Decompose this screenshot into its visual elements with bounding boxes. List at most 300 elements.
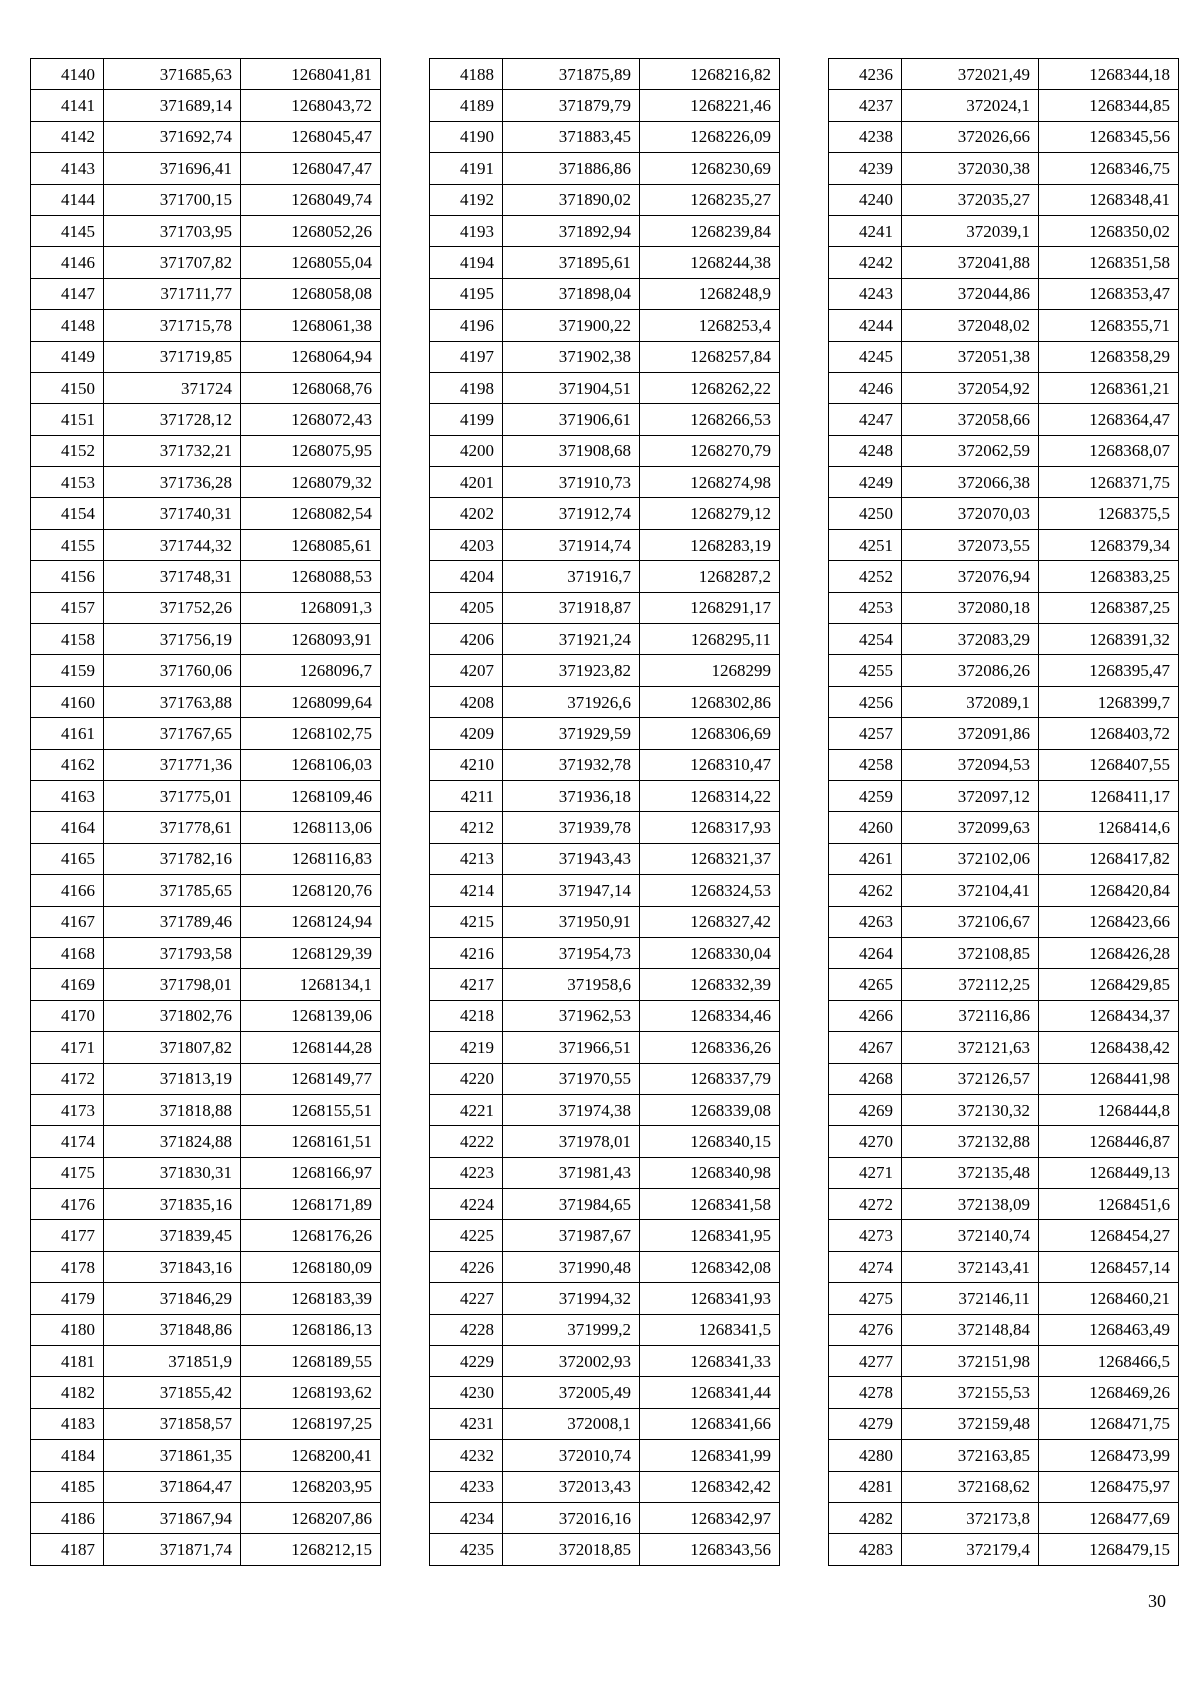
table-row xyxy=(31,404,381,435)
point-number-cell: 4267 xyxy=(829,1032,902,1063)
point-number-cell: 4269 xyxy=(829,1094,902,1125)
x-coordinate-cell: 372121,63 xyxy=(902,1032,1039,1063)
point-number-cell: 4189 xyxy=(430,90,503,121)
x-coordinate-cell: 371900,22 xyxy=(503,310,640,341)
x-coordinate-cell: 371990,48 xyxy=(503,1251,640,1282)
point-number-cell: 4232 xyxy=(430,1440,503,1471)
x-coordinate-cell: 371908,68 xyxy=(503,435,640,466)
table-row xyxy=(430,875,780,906)
table-row xyxy=(829,843,1179,874)
table-row xyxy=(31,1094,381,1125)
y-coordinate-cell: 1268391,32 xyxy=(1039,624,1179,655)
point-number-cell: 4174 xyxy=(31,1126,104,1157)
x-coordinate-cell: 372048,02 xyxy=(902,310,1039,341)
table-row xyxy=(31,780,381,811)
x-coordinate-cell: 371970,55 xyxy=(503,1063,640,1094)
table-row xyxy=(430,937,780,968)
point-number-cell: 4211 xyxy=(430,780,503,811)
y-coordinate-cell: 1268279,12 xyxy=(640,498,780,529)
y-coordinate-cell: 1268441,98 xyxy=(1039,1063,1179,1094)
table-row xyxy=(31,875,381,906)
table-row xyxy=(829,561,1179,592)
y-coordinate-cell: 1268075,95 xyxy=(241,435,381,466)
y-coordinate-cell: 1268061,38 xyxy=(241,310,381,341)
point-number-cell: 4164 xyxy=(31,812,104,843)
table-row xyxy=(31,1471,381,1502)
y-coordinate-cell: 1268355,71 xyxy=(1039,310,1179,341)
point-number-cell: 4239 xyxy=(829,153,902,184)
point-number-cell: 4220 xyxy=(430,1063,503,1094)
table-row xyxy=(829,1032,1179,1063)
y-coordinate-cell: 1268193,62 xyxy=(241,1377,381,1408)
table-row xyxy=(430,1346,780,1377)
table-row xyxy=(829,1220,1179,1251)
table-row xyxy=(430,780,780,811)
table-row xyxy=(430,467,780,498)
table-row xyxy=(430,310,780,341)
table-row xyxy=(430,561,780,592)
point-number-cell: 4273 xyxy=(829,1220,902,1251)
point-number-cell: 4260 xyxy=(829,812,902,843)
x-coordinate-cell: 371947,14 xyxy=(503,875,640,906)
y-coordinate-cell: 1268226,09 xyxy=(640,121,780,152)
table-row xyxy=(829,1408,1179,1439)
table-row xyxy=(31,1408,381,1439)
x-coordinate-cell: 371689,14 xyxy=(104,90,241,121)
point-number-cell: 4171 xyxy=(31,1032,104,1063)
y-coordinate-cell: 1268341,99 xyxy=(640,1440,780,1471)
y-coordinate-cell: 1268332,39 xyxy=(640,969,780,1000)
table-row xyxy=(430,686,780,717)
y-coordinate-cell: 1268248,9 xyxy=(640,278,780,309)
x-coordinate-cell: 371778,61 xyxy=(104,812,241,843)
table-row xyxy=(430,1063,780,1094)
x-coordinate-cell: 371918,87 xyxy=(503,592,640,623)
point-number-cell: 4243 xyxy=(829,278,902,309)
y-coordinate-cell: 1268183,39 xyxy=(241,1283,381,1314)
table-row xyxy=(829,1189,1179,1220)
point-number-cell: 4283 xyxy=(829,1534,902,1565)
point-number-cell: 4212 xyxy=(430,812,503,843)
table-row xyxy=(31,59,381,90)
table-row xyxy=(829,121,1179,152)
y-coordinate-cell: 1268438,42 xyxy=(1039,1032,1179,1063)
table-row xyxy=(31,1346,381,1377)
table-row xyxy=(829,1094,1179,1125)
y-coordinate-cell: 1268207,86 xyxy=(241,1502,381,1533)
x-coordinate-cell: 372104,41 xyxy=(902,875,1039,906)
x-coordinate-cell: 372173,8 xyxy=(902,1502,1039,1533)
table-row xyxy=(829,184,1179,215)
point-number-cell: 4181 xyxy=(31,1346,104,1377)
table-row xyxy=(31,1126,381,1157)
x-coordinate-cell: 371748,31 xyxy=(104,561,241,592)
x-coordinate-cell: 371789,46 xyxy=(104,906,241,937)
x-coordinate-cell: 371883,45 xyxy=(503,121,640,152)
x-coordinate-cell: 372062,59 xyxy=(902,435,1039,466)
x-coordinate-cell: 372097,12 xyxy=(902,780,1039,811)
x-coordinate-cell: 371728,12 xyxy=(104,404,241,435)
table-row xyxy=(829,592,1179,623)
x-coordinate-cell: 372086,26 xyxy=(902,655,1039,686)
point-number-cell: 4179 xyxy=(31,1283,104,1314)
y-coordinate-cell: 1268099,64 xyxy=(241,686,381,717)
x-coordinate-cell: 371906,61 xyxy=(503,404,640,435)
x-coordinate-cell: 371711,77 xyxy=(104,278,241,309)
x-coordinate-cell: 371895,61 xyxy=(503,247,640,278)
x-coordinate-cell: 371807,82 xyxy=(104,1032,241,1063)
table-row xyxy=(31,310,381,341)
x-coordinate-cell: 371981,43 xyxy=(503,1157,640,1188)
y-coordinate-cell: 1268124,94 xyxy=(241,906,381,937)
point-number-cell: 4226 xyxy=(430,1251,503,1282)
point-number-cell: 4279 xyxy=(829,1408,902,1439)
point-number-cell: 4186 xyxy=(31,1502,104,1533)
table-row xyxy=(430,278,780,309)
y-coordinate-cell: 1268321,37 xyxy=(640,843,780,874)
table-row xyxy=(430,153,780,184)
y-coordinate-cell: 1268475,97 xyxy=(1039,1471,1179,1502)
y-coordinate-cell: 1268302,86 xyxy=(640,686,780,717)
table-row xyxy=(829,1314,1179,1345)
point-number-cell: 4199 xyxy=(430,404,503,435)
y-coordinate-cell: 1268203,95 xyxy=(241,1471,381,1502)
table-row xyxy=(430,1377,780,1408)
point-number-cell: 4197 xyxy=(430,341,503,372)
x-coordinate-cell: 371974,38 xyxy=(503,1094,640,1125)
y-coordinate-cell: 1268291,17 xyxy=(640,592,780,623)
x-coordinate-cell: 372140,74 xyxy=(902,1220,1039,1251)
y-coordinate-cell: 1268113,06 xyxy=(241,812,381,843)
table-row xyxy=(31,561,381,592)
y-coordinate-cell: 1268444,8 xyxy=(1039,1094,1179,1125)
y-coordinate-cell: 1268420,84 xyxy=(1039,875,1179,906)
point-number-cell: 4165 xyxy=(31,843,104,874)
point-number-cell: 4258 xyxy=(829,749,902,780)
x-coordinate-cell: 372116,86 xyxy=(902,1000,1039,1031)
point-number-cell: 4148 xyxy=(31,310,104,341)
table-row xyxy=(430,624,780,655)
x-coordinate-cell: 371785,65 xyxy=(104,875,241,906)
x-coordinate-cell: 372073,55 xyxy=(902,529,1039,560)
x-coordinate-cell: 371954,73 xyxy=(503,937,640,968)
y-coordinate-cell: 1268082,54 xyxy=(241,498,381,529)
table-row xyxy=(829,624,1179,655)
table-row xyxy=(31,435,381,466)
point-number-cell: 4201 xyxy=(430,467,503,498)
point-number-cell: 4233 xyxy=(430,1471,503,1502)
point-number-cell: 4271 xyxy=(829,1157,902,1188)
y-coordinate-cell: 1268351,58 xyxy=(1039,247,1179,278)
x-coordinate-cell: 372135,48 xyxy=(902,1157,1039,1188)
table-row xyxy=(829,90,1179,121)
y-coordinate-cell: 1268266,53 xyxy=(640,404,780,435)
point-number-cell: 4231 xyxy=(430,1408,503,1439)
x-coordinate-cell: 372002,93 xyxy=(503,1346,640,1377)
x-coordinate-cell: 371752,26 xyxy=(104,592,241,623)
y-coordinate-cell: 1268120,76 xyxy=(241,875,381,906)
point-number-cell: 4184 xyxy=(31,1440,104,1471)
x-coordinate-cell: 371692,74 xyxy=(104,121,241,152)
x-coordinate-cell: 371782,16 xyxy=(104,843,241,874)
table-row xyxy=(430,498,780,529)
y-coordinate-cell: 1268244,38 xyxy=(640,247,780,278)
x-coordinate-cell: 371892,94 xyxy=(503,215,640,246)
table-row xyxy=(829,1377,1179,1408)
point-number-cell: 4140 xyxy=(31,59,104,90)
table-row xyxy=(31,686,381,717)
x-coordinate-cell: 372163,85 xyxy=(902,1440,1039,1471)
y-coordinate-cell: 1268449,13 xyxy=(1039,1157,1179,1188)
y-coordinate-cell: 1268176,26 xyxy=(241,1220,381,1251)
table-row xyxy=(31,1440,381,1471)
x-coordinate-cell: 371732,21 xyxy=(104,435,241,466)
table-row xyxy=(829,1502,1179,1533)
table-row xyxy=(430,906,780,937)
table-row xyxy=(829,1063,1179,1094)
point-number-cell: 4162 xyxy=(31,749,104,780)
point-number-cell: 4144 xyxy=(31,184,104,215)
y-coordinate-cell: 1268109,46 xyxy=(241,780,381,811)
point-number-cell: 4195 xyxy=(430,278,503,309)
point-number-cell: 4281 xyxy=(829,1471,902,1502)
x-coordinate-cell: 371910,73 xyxy=(503,467,640,498)
y-coordinate-cell: 1268336,26 xyxy=(640,1032,780,1063)
y-coordinate-cell: 1268166,97 xyxy=(241,1157,381,1188)
x-coordinate-cell: 371848,86 xyxy=(104,1314,241,1345)
y-coordinate-cell: 1268403,72 xyxy=(1039,718,1179,749)
table-row xyxy=(31,1283,381,1314)
y-coordinate-cell: 1268469,26 xyxy=(1039,1377,1179,1408)
y-coordinate-cell: 1268327,42 xyxy=(640,906,780,937)
point-number-cell: 4204 xyxy=(430,561,503,592)
y-coordinate-cell: 1268186,13 xyxy=(241,1314,381,1345)
point-number-cell: 4214 xyxy=(430,875,503,906)
table-row xyxy=(430,1283,780,1314)
point-number-cell: 4263 xyxy=(829,906,902,937)
point-number-cell: 4210 xyxy=(430,749,503,780)
point-number-cell: 4146 xyxy=(31,247,104,278)
x-coordinate-cell: 372080,18 xyxy=(902,592,1039,623)
y-coordinate-cell: 1268350,02 xyxy=(1039,215,1179,246)
table-row xyxy=(829,906,1179,937)
point-number-cell: 4218 xyxy=(430,1000,503,1031)
table-row xyxy=(31,1314,381,1345)
point-number-cell: 4142 xyxy=(31,121,104,152)
point-number-cell: 4245 xyxy=(829,341,902,372)
point-number-cell: 4222 xyxy=(430,1126,503,1157)
y-coordinate-cell: 1268096,7 xyxy=(241,655,381,686)
y-coordinate-cell: 1268353,47 xyxy=(1039,278,1179,309)
table-row xyxy=(31,1032,381,1063)
point-number-cell: 4152 xyxy=(31,435,104,466)
point-number-cell: 4244 xyxy=(829,310,902,341)
table-row xyxy=(829,278,1179,309)
x-coordinate-cell: 371724 xyxy=(104,372,241,403)
x-coordinate-cell: 371875,89 xyxy=(503,59,640,90)
coordinates-table-1 xyxy=(30,58,381,1566)
x-coordinate-cell: 371923,82 xyxy=(503,655,640,686)
point-number-cell: 4255 xyxy=(829,655,902,686)
y-coordinate-cell: 1268116,83 xyxy=(241,843,381,874)
table-row xyxy=(430,1502,780,1533)
x-coordinate-cell: 372026,66 xyxy=(902,121,1039,152)
table-row xyxy=(31,1377,381,1408)
y-coordinate-cell: 1268341,58 xyxy=(640,1189,780,1220)
y-coordinate-cell: 1268149,77 xyxy=(241,1063,381,1094)
x-coordinate-cell: 371921,24 xyxy=(503,624,640,655)
point-number-cell: 4219 xyxy=(430,1032,503,1063)
y-coordinate-cell: 1268340,15 xyxy=(640,1126,780,1157)
x-coordinate-cell: 371763,88 xyxy=(104,686,241,717)
table-row xyxy=(829,812,1179,843)
point-number-cell: 4161 xyxy=(31,718,104,749)
point-number-cell: 4192 xyxy=(430,184,503,215)
table-row xyxy=(829,1251,1179,1282)
y-coordinate-cell: 1268395,47 xyxy=(1039,655,1179,686)
point-number-cell: 4236 xyxy=(829,59,902,90)
y-coordinate-cell: 1268257,84 xyxy=(640,341,780,372)
y-coordinate-cell: 1268139,06 xyxy=(241,1000,381,1031)
table-row xyxy=(829,59,1179,90)
point-number-cell: 4188 xyxy=(430,59,503,90)
x-coordinate-cell: 372179,4 xyxy=(902,1534,1039,1565)
y-coordinate-cell: 1268295,11 xyxy=(640,624,780,655)
point-number-cell: 4257 xyxy=(829,718,902,749)
point-number-cell: 4167 xyxy=(31,906,104,937)
point-number-cell: 4223 xyxy=(430,1157,503,1188)
y-coordinate-cell: 1268064,94 xyxy=(241,341,381,372)
y-coordinate-cell: 1268155,51 xyxy=(241,1094,381,1125)
x-coordinate-cell: 372030,38 xyxy=(902,153,1039,184)
y-coordinate-cell: 1268330,04 xyxy=(640,937,780,968)
point-number-cell: 4272 xyxy=(829,1189,902,1220)
y-coordinate-cell: 1268093,91 xyxy=(241,624,381,655)
point-number-cell: 4170 xyxy=(31,1000,104,1031)
point-number-cell: 4265 xyxy=(829,969,902,1000)
x-coordinate-cell: 372126,57 xyxy=(902,1063,1039,1094)
point-number-cell: 4175 xyxy=(31,1157,104,1188)
y-coordinate-cell: 1268180,09 xyxy=(241,1251,381,1282)
point-number-cell: 4176 xyxy=(31,1189,104,1220)
x-coordinate-cell: 372106,67 xyxy=(902,906,1039,937)
point-number-cell: 4230 xyxy=(430,1377,503,1408)
point-number-cell: 4157 xyxy=(31,592,104,623)
y-coordinate-cell: 1268383,25 xyxy=(1039,561,1179,592)
table-row xyxy=(430,718,780,749)
table-row xyxy=(430,1220,780,1251)
table-row xyxy=(31,1251,381,1282)
y-coordinate-cell: 1268411,17 xyxy=(1039,780,1179,811)
x-coordinate-cell: 371719,85 xyxy=(104,341,241,372)
x-coordinate-cell: 371824,88 xyxy=(104,1126,241,1157)
x-coordinate-cell: 371904,51 xyxy=(503,372,640,403)
y-coordinate-cell: 1268287,2 xyxy=(640,561,780,592)
y-coordinate-cell: 1268189,55 xyxy=(241,1346,381,1377)
table-row xyxy=(31,278,381,309)
point-number-cell: 4259 xyxy=(829,780,902,811)
y-coordinate-cell: 1268055,04 xyxy=(241,247,381,278)
table-row xyxy=(31,1157,381,1188)
x-coordinate-cell: 371793,58 xyxy=(104,937,241,968)
y-coordinate-cell: 1268466,5 xyxy=(1039,1346,1179,1377)
y-coordinate-cell: 1268200,41 xyxy=(241,1440,381,1471)
point-number-cell: 4264 xyxy=(829,937,902,968)
point-number-cell: 4251 xyxy=(829,529,902,560)
table-row xyxy=(829,969,1179,1000)
y-coordinate-cell: 1268317,93 xyxy=(640,812,780,843)
x-coordinate-cell: 372146,11 xyxy=(902,1283,1039,1314)
point-number-cell: 4238 xyxy=(829,121,902,152)
x-coordinate-cell: 371898,04 xyxy=(503,278,640,309)
table-row xyxy=(430,59,780,90)
y-coordinate-cell: 1268079,32 xyxy=(241,467,381,498)
point-number-cell: 4253 xyxy=(829,592,902,623)
table-row xyxy=(31,1534,381,1565)
table-row xyxy=(31,1063,381,1094)
x-coordinate-cell: 371958,6 xyxy=(503,969,640,1000)
point-number-cell: 4237 xyxy=(829,90,902,121)
y-coordinate-cell: 1268348,41 xyxy=(1039,184,1179,215)
table-row xyxy=(31,121,381,152)
x-coordinate-cell: 371932,78 xyxy=(503,749,640,780)
y-coordinate-cell: 1268310,47 xyxy=(640,749,780,780)
x-coordinate-cell: 371744,32 xyxy=(104,529,241,560)
table-row xyxy=(430,372,780,403)
point-number-cell: 4246 xyxy=(829,372,902,403)
point-number-cell: 4217 xyxy=(430,969,503,1000)
y-coordinate-cell: 1268429,85 xyxy=(1039,969,1179,1000)
x-coordinate-cell: 372089,1 xyxy=(902,686,1039,717)
x-coordinate-cell: 372010,74 xyxy=(503,1440,640,1471)
y-coordinate-cell: 1268341,44 xyxy=(640,1377,780,1408)
x-coordinate-cell: 371890,02 xyxy=(503,184,640,215)
table-row xyxy=(31,843,381,874)
point-number-cell: 4242 xyxy=(829,247,902,278)
y-coordinate-cell: 1268426,28 xyxy=(1039,937,1179,968)
table-row xyxy=(430,215,780,246)
x-coordinate-cell: 371929,59 xyxy=(503,718,640,749)
point-number-cell: 4154 xyxy=(31,498,104,529)
table-row xyxy=(829,1440,1179,1471)
x-coordinate-cell: 372168,62 xyxy=(902,1471,1039,1502)
point-number-cell: 4278 xyxy=(829,1377,902,1408)
point-number-cell: 4206 xyxy=(430,624,503,655)
point-number-cell: 4150 xyxy=(31,372,104,403)
x-coordinate-cell: 372066,38 xyxy=(902,467,1039,498)
point-number-cell: 4166 xyxy=(31,875,104,906)
x-coordinate-cell: 371851,9 xyxy=(104,1346,241,1377)
table-row xyxy=(430,1534,780,1565)
x-coordinate-cell: 371912,74 xyxy=(503,498,640,529)
y-coordinate-cell: 1268144,28 xyxy=(241,1032,381,1063)
table-row xyxy=(829,1471,1179,1502)
x-coordinate-cell: 371843,16 xyxy=(104,1251,241,1282)
y-coordinate-cell: 1268454,27 xyxy=(1039,1220,1179,1251)
y-coordinate-cell: 1268339,08 xyxy=(640,1094,780,1125)
table-row xyxy=(430,435,780,466)
x-coordinate-cell: 371802,76 xyxy=(104,1000,241,1031)
x-coordinate-cell: 371740,31 xyxy=(104,498,241,529)
table-row xyxy=(430,1032,780,1063)
y-coordinate-cell: 1268460,21 xyxy=(1039,1283,1179,1314)
x-coordinate-cell: 371987,67 xyxy=(503,1220,640,1251)
point-number-cell: 4191 xyxy=(430,153,503,184)
table-row xyxy=(829,875,1179,906)
table-row xyxy=(31,1189,381,1220)
table-row xyxy=(31,624,381,655)
table-row xyxy=(829,937,1179,968)
